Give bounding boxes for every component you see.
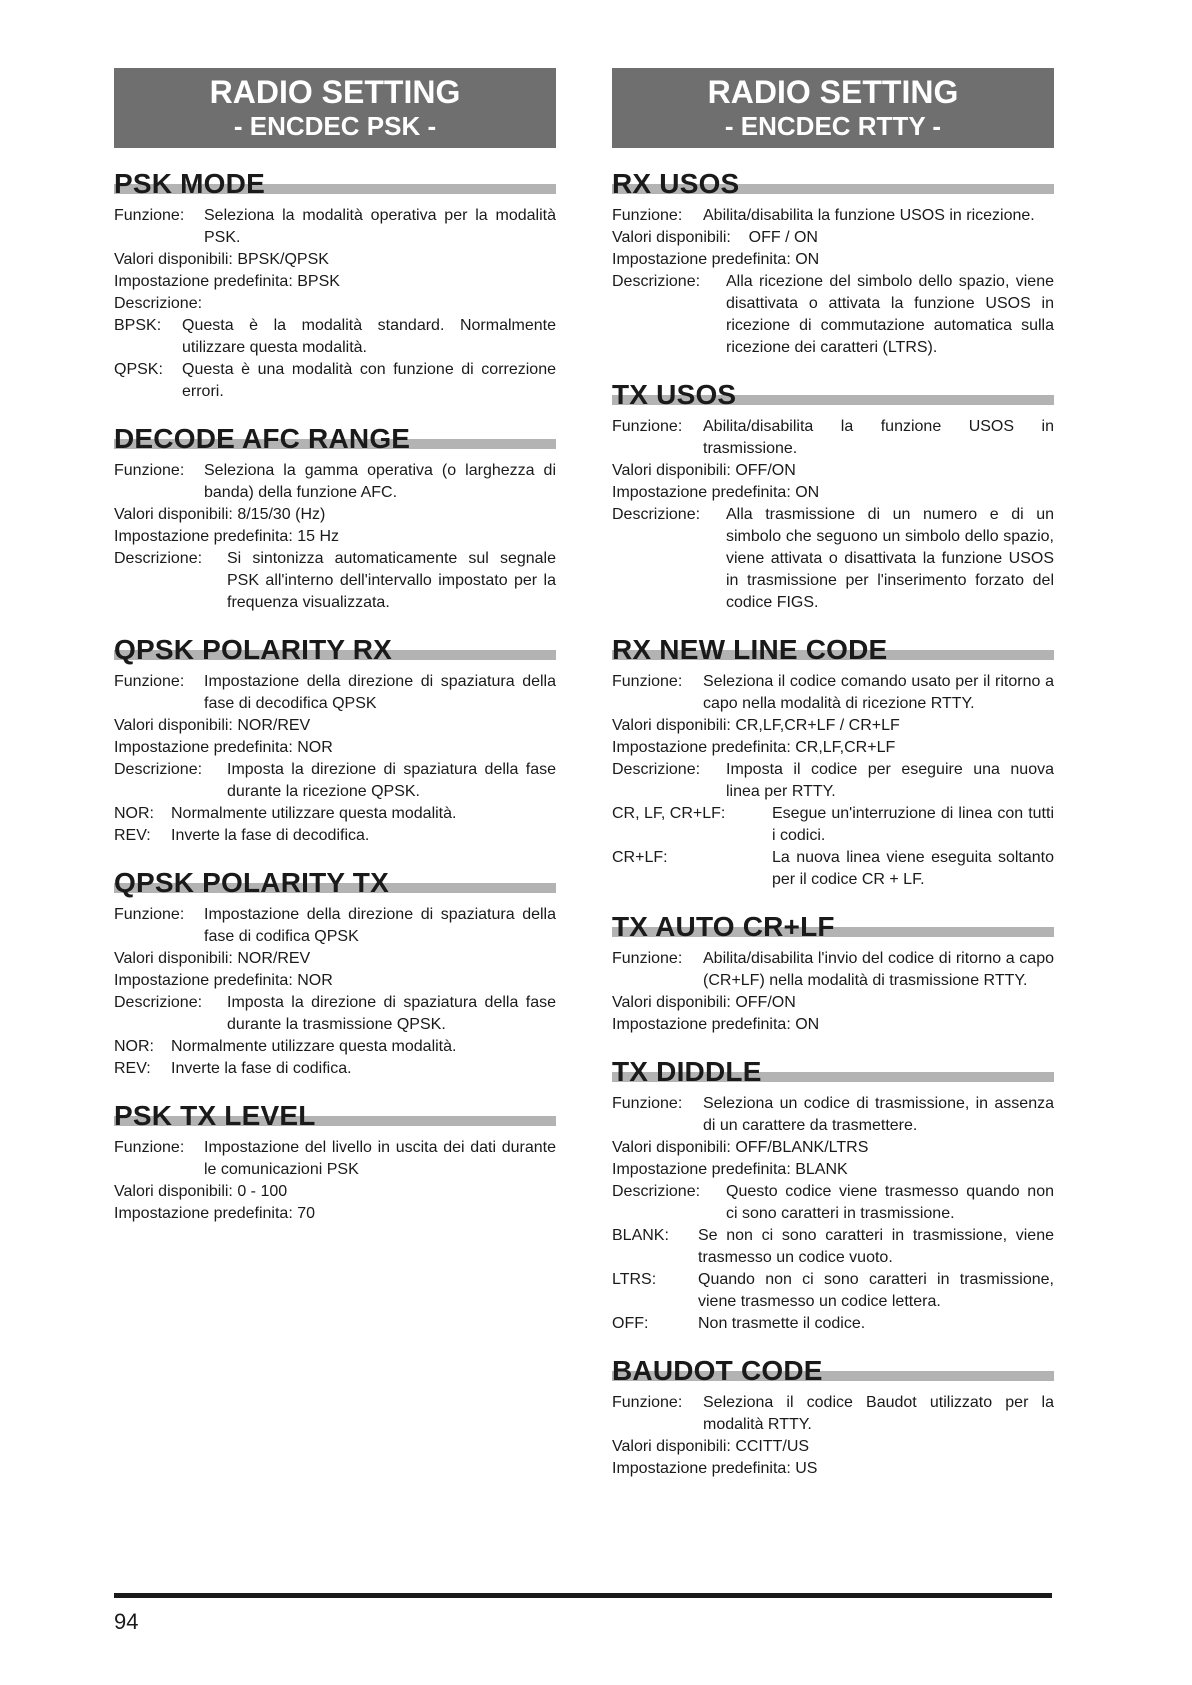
definition-label: LTRS:: [612, 1271, 661, 1288]
section-tx-diddle: [612, 1055, 1054, 1335]
definition-row: [114, 904, 556, 948]
section-heading: [612, 378, 1054, 412]
section-rx-new-line-code: [612, 633, 1054, 891]
setting-line: Valori disponibili: CCITT/US: [612, 1438, 810, 1455]
definition-label: Funzione:: [612, 207, 687, 224]
right-column: [612, 68, 1054, 1480]
definition-text: Esegue un'interruzione di linea con tutti i codici.: [772, 805, 1054, 844]
definition-row: [114, 803, 556, 825]
definition-text: Alla trasmissione di un numero e di un simbolo che seguono un simbolo dello spazio, viene attivata o disattivata la funzione USOS in trasmissione per l'inserimento forzato del codice FIGS.: [726, 506, 1054, 611]
section-heading: [114, 422, 556, 456]
definition-row: [114, 992, 556, 1036]
definition-row: [612, 847, 1054, 891]
definition-label: CR+LF:: [612, 849, 673, 866]
setting-line: Impostazione predefinita: BPSK: [114, 273, 340, 290]
definition-text: Impostazione della direzione di spaziatura della fase di decodifica QPSK: [204, 673, 556, 712]
setting-line: Impostazione predefinita: BLANK: [612, 1161, 848, 1178]
definition-label: Funzione:: [612, 1095, 687, 1112]
setting-line: Valori disponibili: 8/15/30 (Hz): [114, 506, 326, 523]
definition-text: Seleziona il codice comando usato per il ritorno a capo nella modalità di ricezione RTTY.: [703, 673, 1054, 712]
definition-row: [612, 504, 1054, 614]
definition-label: Funzione:: [612, 673, 687, 690]
setting-line: Valori disponibili: NOR/REV: [114, 950, 311, 967]
left-column: [114, 68, 556, 1225]
section-title: DECODE AFC RANGE: [114, 423, 411, 454]
definition-label: Funzione:: [114, 1139, 189, 1156]
definition-row: [612, 205, 1054, 227]
left-banner-subtitle: - ENCDEC PSK -: [233, 111, 437, 141]
definition-label: Funzione:: [612, 950, 687, 967]
right-sections: [612, 167, 1054, 1480]
definition-label: Funzione:: [612, 1394, 687, 1411]
definition-row: [612, 1269, 1054, 1313]
definition-label: REV:: [114, 1060, 156, 1077]
setting-line: Descrizione:: [114, 295, 203, 312]
definition-row: [114, 825, 556, 847]
definition-row: [612, 1392, 1054, 1436]
setting-line: Impostazione predefinita: NOR: [114, 739, 333, 756]
definition-text: Normalmente utilizzare questa modalità.: [171, 1038, 457, 1055]
definition-row: [612, 671, 1054, 715]
setting-line: Impostazione predefinita: 70: [114, 1205, 316, 1222]
definition-row: [612, 1181, 1054, 1225]
definition-text: Imposta la direzione di spaziatura della fase durante la trasmissione QPSK.: [227, 994, 556, 1033]
section-heading: [612, 633, 1054, 667]
section-qpsk-polarity-tx: [114, 866, 556, 1080]
definition-row: [114, 548, 556, 614]
section-title: TX USOS: [612, 379, 737, 410]
definition-row: [114, 671, 556, 715]
setting-line: Valori disponibili: BPSK/QPSK: [114, 251, 329, 268]
definition-row: [114, 1137, 556, 1181]
definition-row: [612, 271, 1054, 359]
definition-text: Abilita/disabilita l'invio del codice di ritorno a capo (CR+LF) nella modalità di trasmissione RTTY.: [703, 950, 1054, 989]
definition-text: La nuova linea viene eseguita soltanto per il codice CR + LF.: [772, 849, 1054, 888]
definition-row: [612, 1313, 1054, 1335]
definition-text: Seleziona la modalità operativa per la modalità PSK.: [204, 207, 556, 246]
definition-label: QPSK:: [114, 361, 168, 378]
setting-line: Impostazione predefinita: ON: [612, 484, 820, 501]
definition-text: Imposta il codice per eseguire una nuova linea per RTTY.: [726, 761, 1054, 800]
definition-row: [114, 205, 556, 249]
definition-text: Imposta la direzione di spaziatura della fase durante la ricezione QPSK.: [227, 761, 556, 800]
setting-line: Valori disponibili: OFF/BLANK/LTRS: [612, 1139, 869, 1156]
definition-label: NOR:: [114, 805, 159, 822]
definition-row: [114, 1058, 556, 1080]
definition-label: Descrizione:: [612, 1183, 705, 1200]
definition-label: BPSK:: [114, 317, 166, 334]
setting-line: Impostazione predefinita: CR,LF,CR+LF: [612, 739, 896, 756]
left-sections: [114, 167, 556, 1225]
definition-text: Normalmente utilizzare questa modalità.: [171, 805, 457, 822]
definition-text: Seleziona la gamma operativa (o larghezza di banda) della funzione AFC.: [204, 462, 556, 501]
definition-text: Questo codice viene trasmesso quando non ci sono caratteri in trasmissione.: [726, 1183, 1054, 1222]
definition-label: Funzione:: [114, 462, 189, 479]
section-title: QPSK POLARITY TX: [114, 867, 389, 898]
definition-row: [612, 1225, 1054, 1269]
section-psk-tx-level: [114, 1099, 556, 1225]
section-heading: [114, 633, 556, 667]
definition-text: Seleziona il codice Baudot utilizzato per la modalità RTTY.: [703, 1394, 1054, 1433]
definition-row: [612, 803, 1054, 847]
right-banner: [612, 68, 1054, 148]
definition-text: Questa è la modalità standard. Normalmente utilizzare questa modalità.: [182, 317, 556, 356]
section-heading: [612, 1055, 1054, 1089]
definition-label: BLANK:: [612, 1227, 674, 1244]
section-decode-afc-range: [114, 422, 556, 614]
setting-line: Impostazione predefinita: US: [612, 1460, 818, 1477]
definition-text: Abilita/disabilita la funzione USOS in trasmissione.: [703, 418, 1054, 457]
setting-line: Valori disponibili: 0 - 100: [114, 1183, 288, 1200]
section-title: TX AUTO CR+LF: [612, 911, 835, 942]
footer-rule: [114, 1593, 1052, 1598]
setting-line: Valori disponibili: CR,LF,CR+LF / CR+LF: [612, 717, 900, 734]
definition-label: Descrizione:: [612, 273, 705, 290]
definition-text: Questa è una modalità con funzione di correzione errori.: [182, 361, 556, 400]
section-title: TX DIDDLE: [612, 1056, 762, 1087]
definition-text: Inverte la fase di decodifica.: [171, 827, 370, 844]
section-psk-mode: [114, 167, 556, 403]
definition-label: Funzione:: [612, 418, 687, 435]
definition-text: Alla ricezione del simbolo dello spazio, viene disattivata o attivata la funzione USOS in ricezione di commutazione automatica sulla ricezione dei caratteri (LTRS).: [726, 273, 1054, 356]
setting-line: Valori disponibili: NOR/REV: [114, 717, 311, 734]
setting-line: Valori disponibili: OFF / ON: [612, 229, 818, 246]
section-qpsk-polarity-rx: [114, 633, 556, 847]
section-tx-usos: [612, 378, 1054, 614]
definition-row: [114, 460, 556, 504]
section-title: PSK TX LEVEL: [114, 1100, 316, 1131]
left-banner-title: RADIO SETTING: [209, 74, 461, 110]
definition-text: Non trasmette il codice.: [698, 1315, 866, 1332]
section-title: RX NEW LINE CODE: [612, 634, 888, 665]
page-number: 94: [114, 1609, 139, 1634]
definition-text: Inverte la fase di codifica.: [171, 1060, 352, 1077]
setting-line: Impostazione predefinita: NOR: [114, 972, 333, 989]
section-heading: [612, 910, 1054, 944]
definition-label: REV:: [114, 827, 156, 844]
definition-text: Si sintonizza automaticamente sul segnale PSK all'interno dell'intervallo impostato per la frequenza visualizzata.: [227, 550, 556, 611]
section-title: PSK MODE: [114, 168, 265, 199]
definition-row: [114, 1036, 556, 1058]
setting-line: Impostazione predefinita: ON: [612, 251, 820, 268]
section-heading: [612, 167, 1054, 201]
definition-label: NOR:: [114, 1038, 159, 1055]
definition-text: Abilita/disabilita la funzione USOS in ricezione.: [703, 207, 1035, 224]
definition-label: Descrizione:: [114, 994, 207, 1011]
definition-label: Funzione:: [114, 906, 189, 923]
right-banner-title: RADIO SETTING: [707, 74, 959, 110]
left-banner: [114, 68, 556, 148]
definition-label: OFF:: [612, 1315, 653, 1332]
section-heading: [114, 1099, 556, 1133]
section-heading: [114, 866, 556, 900]
section-baudot-code: [612, 1354, 1054, 1480]
definition-label: CR, LF, CR+LF:: [612, 805, 730, 822]
definition-label: Descrizione:: [612, 506, 705, 523]
definition-text: Seleziona un codice di trasmissione, in assenza di un carattere da trasmettere.: [703, 1095, 1054, 1134]
section-title: QPSK POLARITY RX: [114, 634, 393, 665]
definition-row: [612, 416, 1054, 460]
definition-text: Impostazione del livello in uscita dei dati durante le comunicazioni PSK: [204, 1139, 556, 1178]
section-title: BAUDOT CODE: [612, 1355, 823, 1386]
definition-row: [612, 948, 1054, 992]
definition-label: Funzione:: [114, 673, 189, 690]
definition-row: [114, 315, 556, 359]
definition-label: Descrizione:: [114, 550, 207, 567]
section-rx-usos: [612, 167, 1054, 359]
setting-line: Impostazione predefinita: ON: [612, 1016, 820, 1033]
section-title: RX USOS: [612, 168, 740, 199]
right-banner-subtitle: - ENCDEC RTTY -: [724, 111, 942, 141]
definition-text: Se non ci sono caratteri in trasmissione, viene trasmesso un codice vuoto.: [698, 1227, 1054, 1266]
setting-line: Impostazione predefinita: 15 Hz: [114, 528, 340, 545]
setting-line: Valori disponibili: OFF/ON: [612, 994, 796, 1011]
setting-line: Valori disponibili: OFF/ON: [612, 462, 796, 479]
definition-label: Funzione:: [114, 207, 189, 224]
section-heading: [114, 167, 556, 201]
definition-row: [612, 759, 1054, 803]
definition-row: [114, 759, 556, 803]
definition-label: Descrizione:: [114, 761, 207, 778]
definition-row: [114, 359, 556, 403]
definition-label: Descrizione:: [612, 761, 705, 778]
definition-text: Quando non ci sono caratteri in trasmissione, viene trasmesso un codice lettera.: [698, 1271, 1054, 1310]
definition-row: [612, 1093, 1054, 1137]
section-heading: [612, 1354, 1054, 1388]
definition-text: Impostazione della direzione di spaziatura della fase di codifica QPSK: [204, 906, 556, 945]
section-tx-auto-cr-lf: [612, 910, 1054, 1036]
